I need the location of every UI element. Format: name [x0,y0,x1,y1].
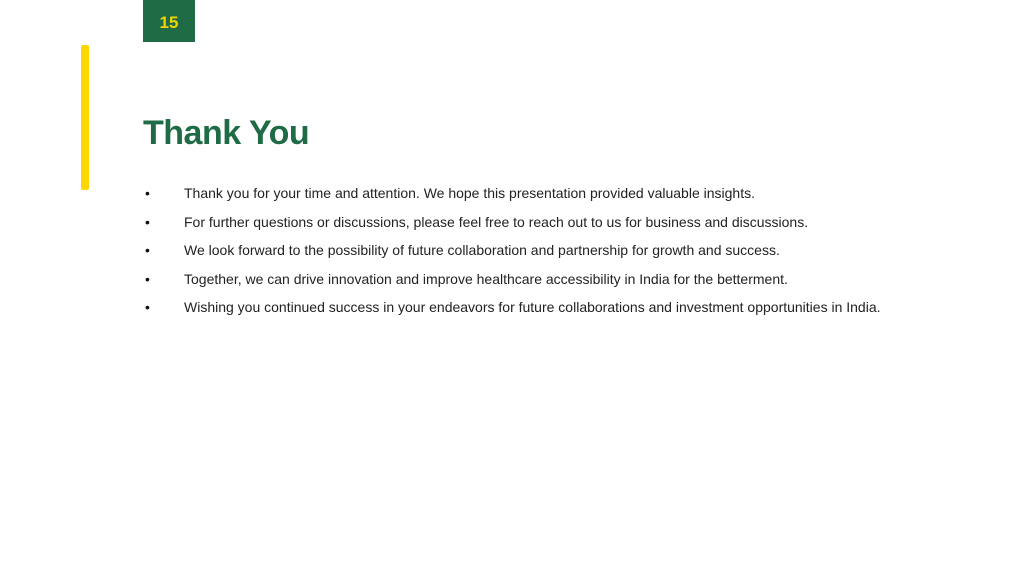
bullet-marker: • [145,270,150,287]
bullet-item [143,179,945,208]
bullet-item [143,208,945,237]
bullet-item [143,293,945,322]
bullet-marker: • [145,299,150,315]
bullet-item [143,236,945,265]
page-number-badge [143,0,195,42]
bullet-marker: • [145,242,150,258]
bullet-text: Thank you for your time and attention. We hope this presentation provided valuable insights. [184,185,755,201]
bullet-marker: • [145,185,150,201]
bullet-text: We look forward to the possibility of future collaboration and partnership for growth and success. [184,242,780,258]
bullet-text: For further questions or discussions, please feel free to reach out to us for business and discussions. [184,213,809,230]
bullet-text: Together, we can drive innovation and improve healthcare accessibility in India for the betterment. [184,270,788,287]
bullet-list [143,179,945,322]
bullet-item [143,265,945,294]
accent-bar [81,45,89,190]
bullet-marker: • [145,213,150,230]
slide-title: Thank You [143,114,310,152]
bullet-text: Wishing you continued success in your endeavors for future collaborations and investment opportunities in India. [184,299,881,315]
page-number: 15 [159,12,179,32]
